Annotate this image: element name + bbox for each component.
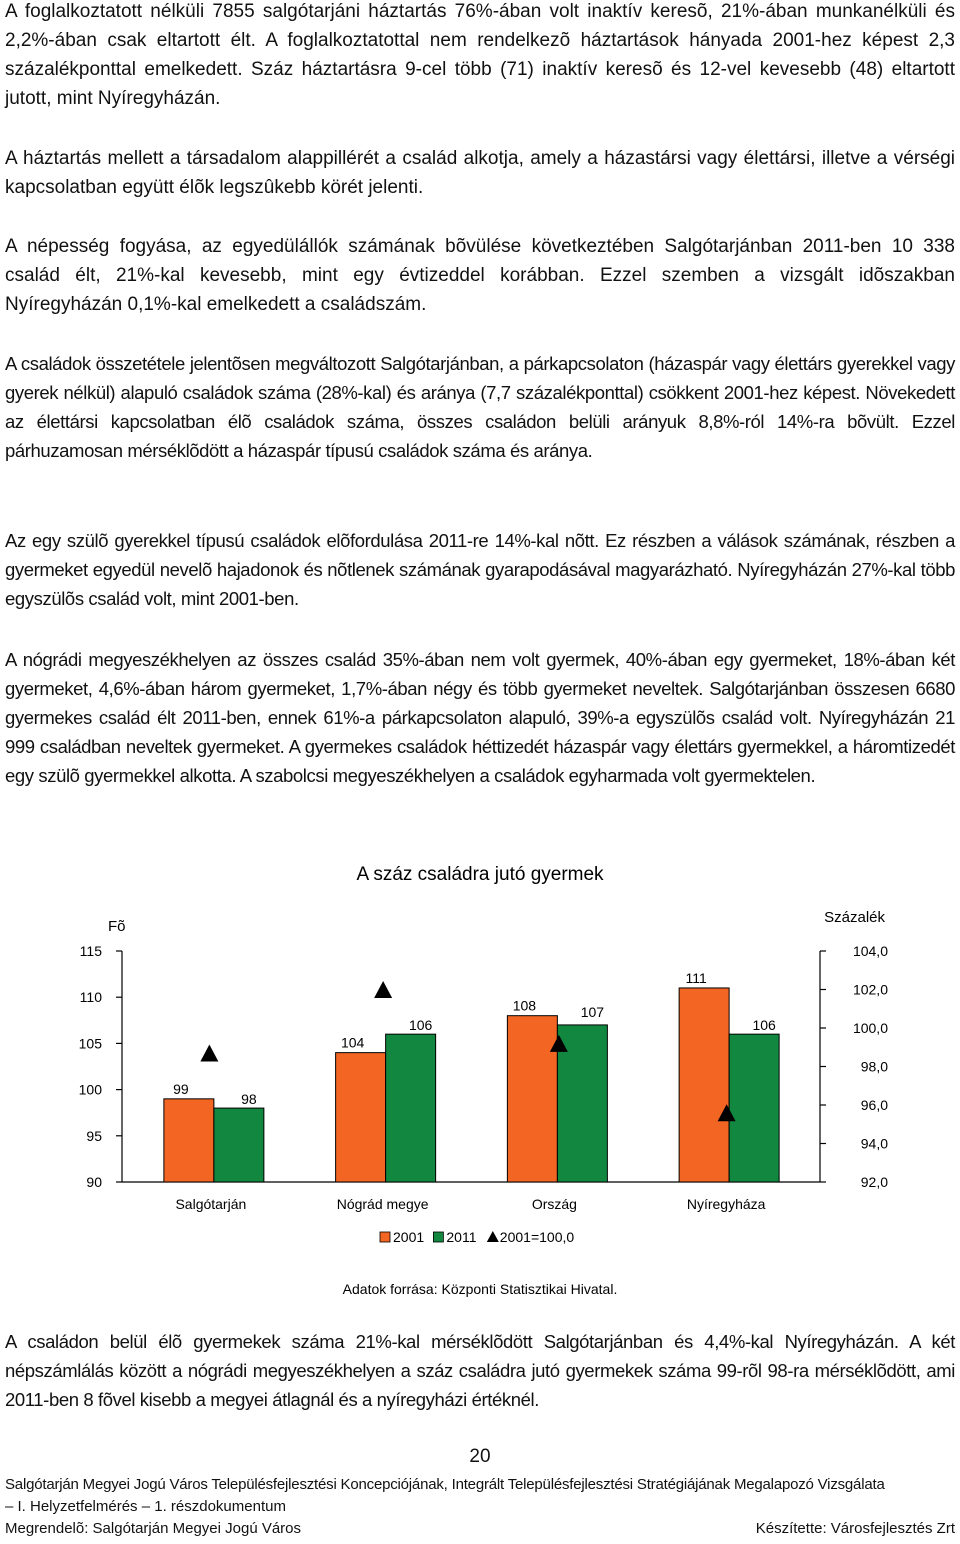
left-axis-tick-label: 90: [86, 1174, 102, 1190]
legend-label: 2011: [446, 1229, 477, 1245]
bar-value-label: 111: [685, 969, 707, 986]
paragraph-family-count: A népesség fogyása, az egyedülállók számának bõvülése következtében Salgótarjánban 2011-ben 10 338 család élt, 21%-kal kevesebb, mint egy évtizeddel korábban. Ezzel szemben a vizsgált idõszakban Nyíregyházán 0,1%-kal emelkedett a családszám.: [5, 236, 955, 315]
footer-line-1: Salgótarján Megyei Jogú Város Településfejlesztési Koncepciójának, Integrált Településfejlesztési Stratégiájának Megalapozó Vizsgálata: [5, 1476, 885, 1493]
chart-marks: [164, 970, 779, 1182]
page-number: 20: [469, 1446, 491, 1467]
bar-2001: [679, 988, 729, 1182]
children-per-hundred-families-chart: [0, 845, 960, 1305]
x-axis-category-label: Nyíregyháza: [686, 1196, 766, 1212]
footer-client: Megrendelõ: Salgótarján Megyei Jogú Város: [5, 1520, 302, 1537]
bar-value-label: 104: [340, 1034, 365, 1051]
bar-2011: [386, 1034, 436, 1182]
right-axis-tick-label: 96,0: [860, 1097, 888, 1113]
left-axis-tick-label: 95: [86, 1127, 102, 1144]
right-axis-tick-label: 94,0: [860, 1135, 888, 1152]
chart-source: Adatok forrása: Központi Statisztikai Hivatal.: [342, 1281, 618, 1297]
bar-value-label: 99: [173, 1080, 189, 1097]
left-axis-label: Fõ: [108, 918, 126, 935]
left-axis-tick-label: 115: [79, 943, 102, 959]
paragraph-children-distribution: A nógrádi megyeszékhelyen az összes család 35%-ában nem volt gyermek, 40%-ában egy gyermeket, 18%-ában két gyermeket, 4,6%-ában három gyermeket, 1,7%-ában négy és több gyermeket neveltek. Salgótarjánban összesen 6680 gyermekes család élt 2011-ben, ennek 61%-a párkapcsolaton alapuló, 39%-a egyszülõs család volt. Nyíregyházán 21 999 családban neveltek gyermeket. A gyermekes családok héttizedét házaspár vagy élettárs gyermekkel, a háromtizedét egy szülõ gyermekkel alkotta. A szabolcsi megyeszékhelyen a családok egyharmada volt gyermektelen.: [5, 649, 955, 786]
triangle-marker: [200, 1045, 218, 1062]
bar-value-label: 106: [408, 1017, 433, 1034]
bar-value-label: 107: [580, 1003, 605, 1020]
paragraph-family-definition: A háztartás mellett a társadalom alappillérét a család alkotja, amely a házastársi vagy élettársi, illetve a vérségi kapcsolatban együtt élõk legszûkebb körét jelenti.: [5, 148, 955, 198]
footer-author: Készítette: Városfejlesztés Zrt: [755, 1520, 955, 1537]
x-axis-category-label: Nógrád megye: [336, 1196, 429, 1212]
paragraph-family-composition: A családok összetétele jelentõsen megváltozott Salgótarjánban, a párkapcsolaton (házaspár vagy élettárs gyerekkel vagy gyerek nélkül) alapuló családok száma (28%-kal) és aránya (7,7 százalékponttal) csökkent 2001-hez képest. Növekedett az élettársi kapcsolatban élõ családok száma, összes családon belüli arányuk 8,8%-ról 14%-ra bõvült. Ezzel párhuzamosan mérséklõdött a házaspár típusú családok száma és aránya.: [5, 353, 955, 461]
left-axis-tick-label: 105: [78, 1035, 102, 1052]
legend-swatch: [433, 1232, 443, 1242]
right-axis-tick-label: 104,0: [852, 943, 888, 959]
paragraph-single-parent: Az egy szülõ gyerekkel típusú családok elõfordulása 2011-re 14%-kal nõtt. Ez részben a válások számának, részben a gyermeket egyedül nevelõ hajadonok és nõtlenek számának gyarapodásával magyarázható. Nyíregyházán 27%-kal több egyszülõs család volt, mint 2001-ben.: [5, 530, 955, 609]
legend-label: 2001: [393, 1229, 425, 1245]
triangle-marker: [374, 981, 392, 998]
chart-title: A száz családra jutó gyermek: [356, 864, 604, 885]
right-axis-tick-label: 100,0: [852, 1020, 888, 1036]
bar-2001: [336, 1053, 386, 1182]
left-axis-tick-label: 100: [78, 1081, 102, 1098]
bar-value-label: 106: [752, 1017, 776, 1034]
x-axis-category-label: Salgótarján: [175, 1196, 247, 1212]
bar-2001: [507, 1016, 557, 1182]
legend-label: 2001=100,0: [499, 1229, 575, 1245]
legend-swatch: [380, 1232, 390, 1242]
bar-value-label: 98: [241, 1091, 257, 1108]
bar-2011: [729, 1034, 779, 1182]
right-axis-tick-label: 102,0: [852, 981, 888, 998]
legend-swatch: [487, 1231, 499, 1242]
paragraph-household-employment: A foglalkoztatott nélküli 7855 salgótarjáni háztartás 76%-ában volt inaktív keresõ, 21%-ában munkanélküli és 2,2%-ában csak eltartott élt. A foglalkoztatottal nem rendelkezõ háztartások hányada 2001-hez képest 2,3 százalékponttal emelkedett. Száz háztartásra 9-cel több (71) inaktív keresõ és 12-vel kevesebb (48) eltartott jutott, mint Nyíregyházán.: [5, 1, 955, 109]
x-axis-category-label: Ország: [531, 1196, 577, 1212]
bar-2011: [214, 1108, 264, 1182]
paragraph-children-count: A családon belül élõ gyermekek száma 21%-kal mérséklõdött Salgótarjánban és 4,4%-kal Nyíregyházán. A két népszámlálás között a nógrádi megyeszékhelyen a száz családra jutó gyermekek száma 99-rõl 98-ra mérséklõdött, ami 2011-ben 8 fõvel kisebb a megyei átlagnál és a nyíregyházi értéknél.: [5, 1331, 955, 1410]
right-axis-label: Százalék: [824, 909, 885, 926]
chart-legend: [380, 1229, 574, 1245]
bar-2001: [164, 1099, 214, 1182]
left-axis-tick-label: 110: [79, 989, 102, 1006]
right-axis-tick-label: 92,0: [860, 1174, 888, 1190]
bar-value-label: 108: [512, 997, 537, 1014]
right-axis-tick-label: 98,0: [860, 1058, 888, 1075]
footer-line-2: – I. Helyzetfelmérés – 1. részdokumentum: [5, 1498, 286, 1515]
